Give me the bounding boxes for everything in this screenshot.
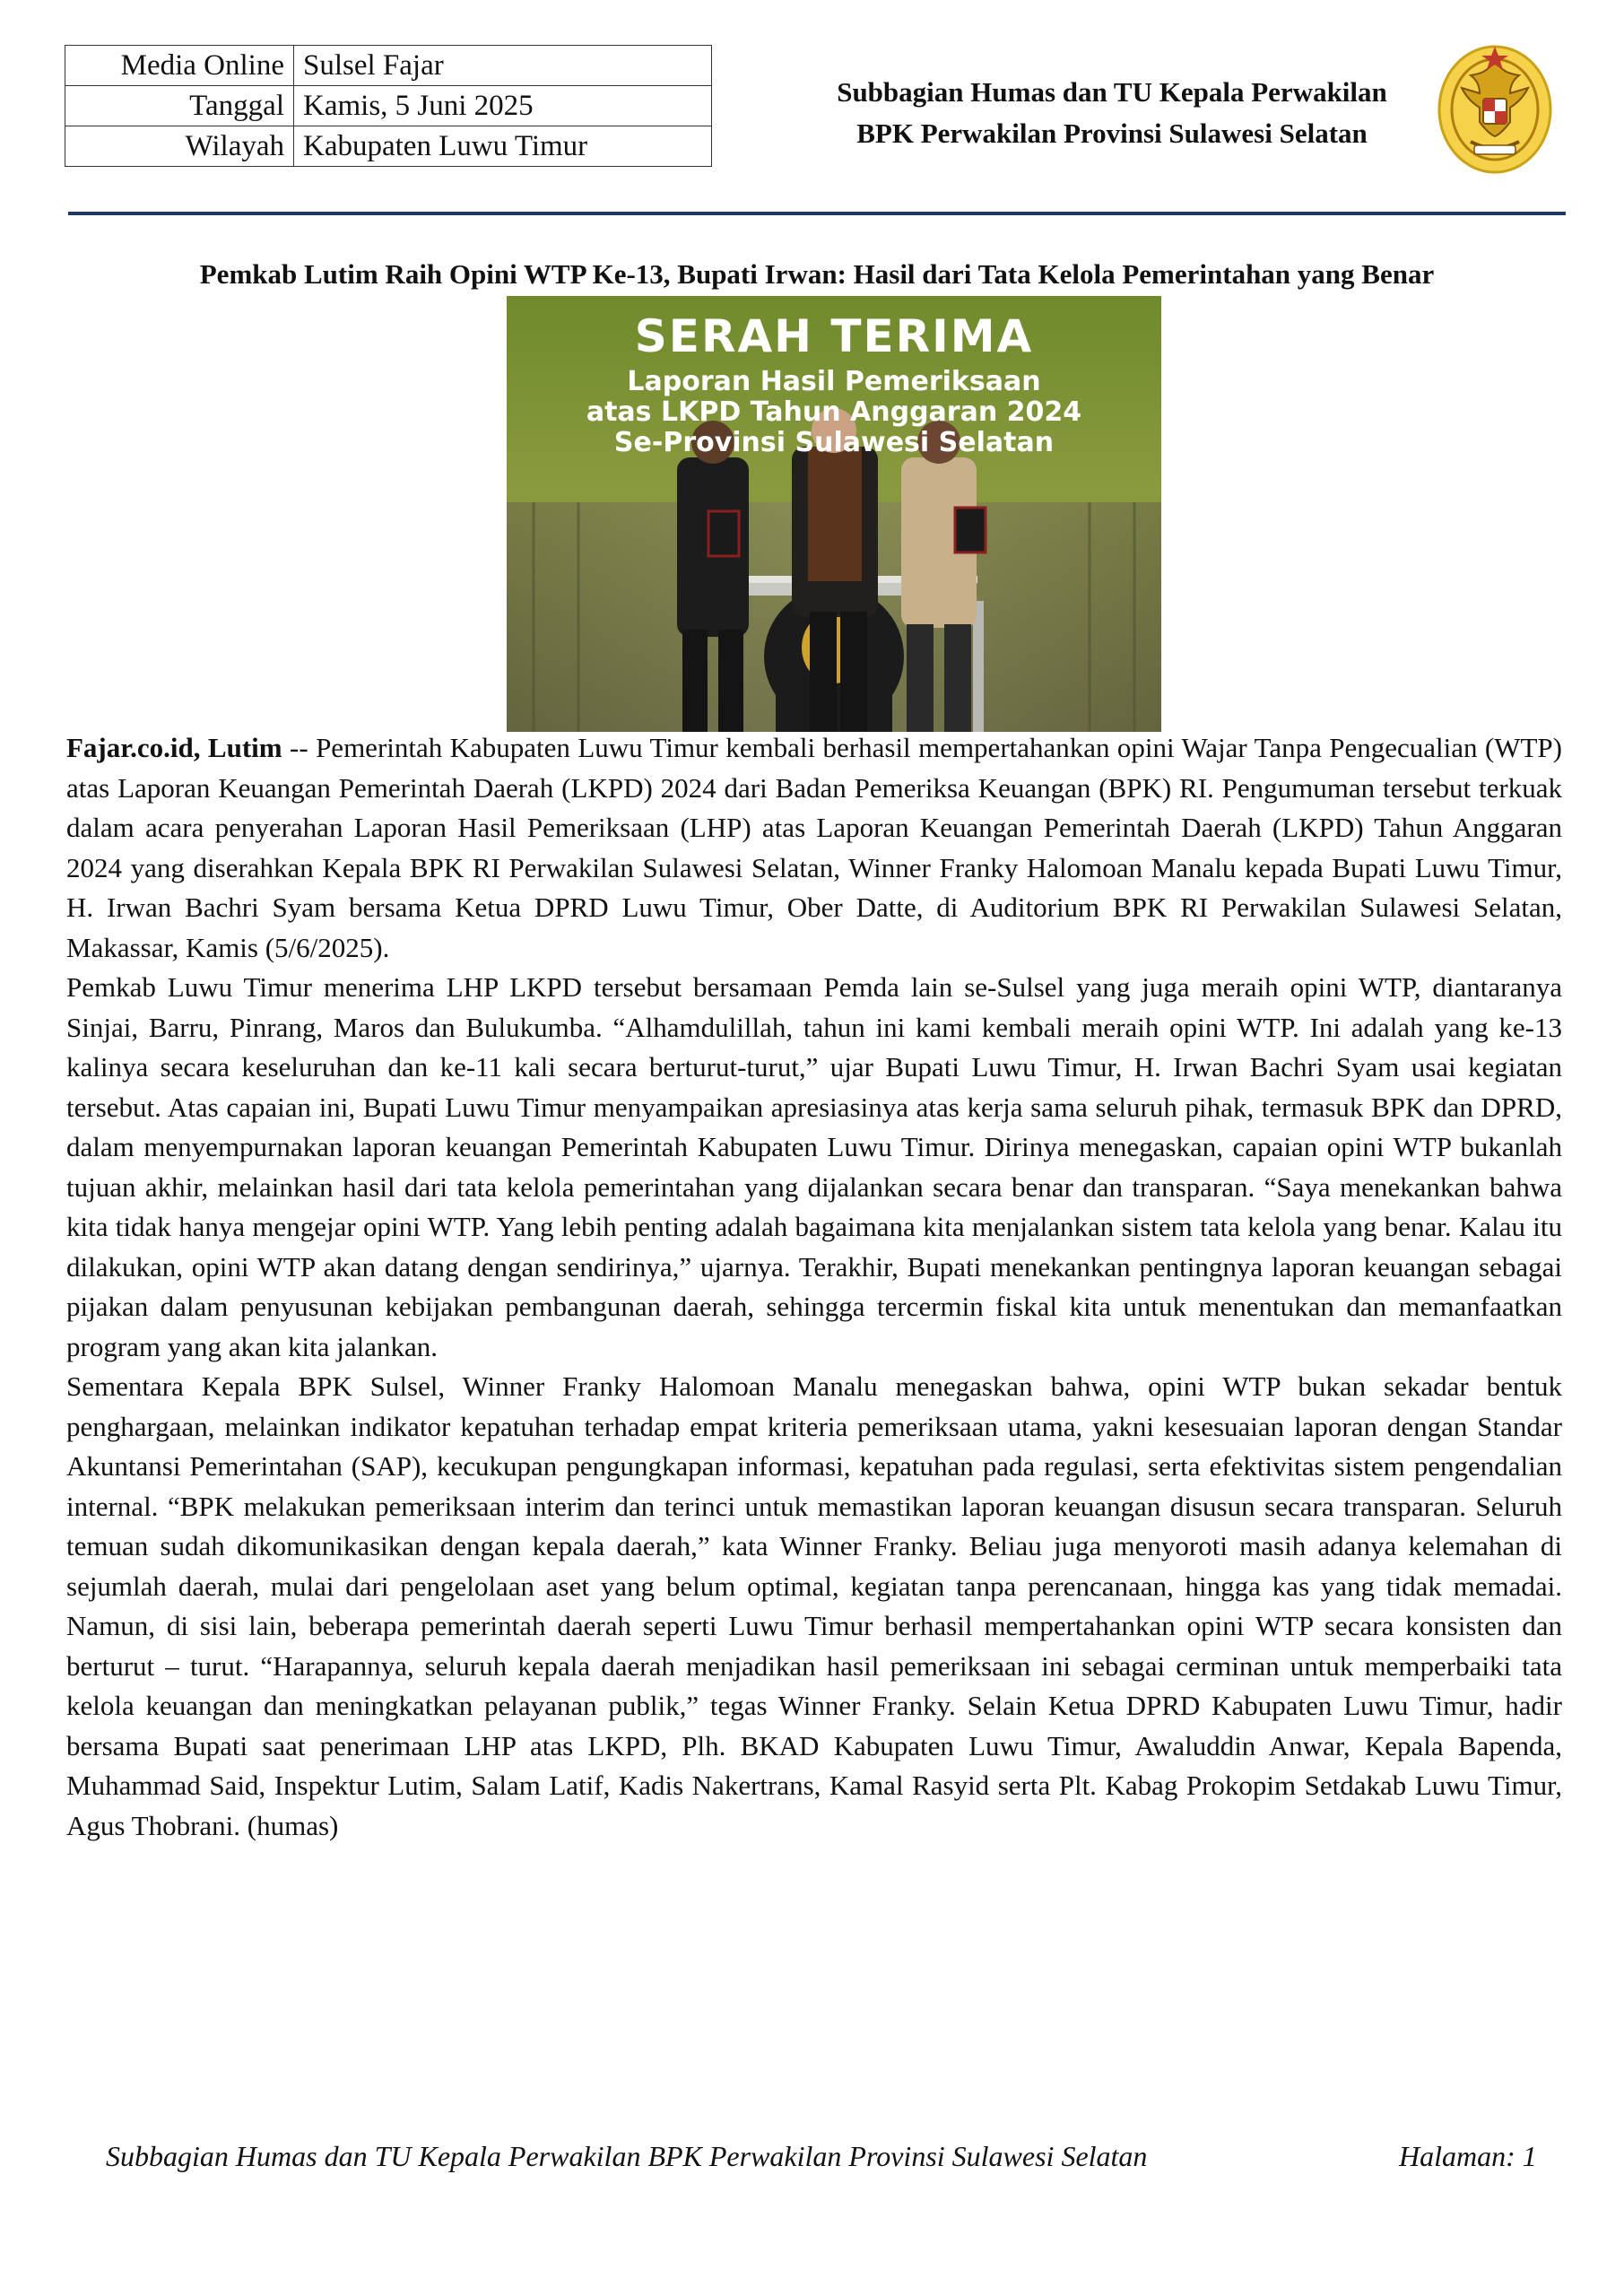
office-header-line1: Subbagian Humas dan TU Kepala Perwakilan xyxy=(837,76,1387,108)
media-value: Sulsel Fajar xyxy=(294,46,712,86)
article-paragraph: Sementara Kepala BPK Sulsel, Winner Franky Halomoan Manalu menegaskan bahwa, opini WTP bukan sekadar bentuk penghargaan, melainkan indikator kepatuhan terhadap empat kriteria pemeriksaan utama, yakni kesesuaian laporan dengan Standar Akuntansi Pemerintahan (SAP), kecukupan pengungkapan informasi, kepatuhan pada regulasi, serta efektivitas sistem pengendalian internal. “BPK melakukan pemeriksaan interim dan terinci untuk memastikan laporan keuangan disusun secara transparan. Seluruh temuan sudah dikomunikasikan dengan kepala daerah,” kata Winner Franky. Beliau juga menyoroti masih adanya kelemahan di sejumlah daerah, mulai dari pengelolaan aset yang belum optimal, kegiatan tanpa perencanaan, hingga kas yang tidak memadai. Namun, di sisi lain, beberapa pemerintah daerah seperti Luwu Timur berhasil mempertahankan opini WTP secara konsisten dan berturut – turut. “Harapannya, seluruh kepala daerah menjadikan hasil pemeriksaan ini sebagai cerminan untuk memperbaiki tata kelola keuangan dan meningkatkan pelayanan publik,” tegas Winner Franky. Selain Ketua DPRD Kabupaten Luwu Timur, hadir bersama Bupati saat penerimaan LHP atas LKPD, Plh. BKAD Kabupaten Luwu Timur, Awaluddin Anwar, Kepala Bapenda, Muhammad Said, Inspektur Lutim, Salam Latif, Kadis Nakertrans, Kamal Rasyid serta Plt. Kabag Prokopim Setdakab Luwu Timur, Agus Thobrani. (humas) xyxy=(66,1370,1562,1841)
article-headline: Pemkab Lutim Raih Opini WTP Ke-13, Bupati Irwan: Hasil dari Tata Kelola Pemerintahan yang Benar xyxy=(199,258,1435,290)
media-info-table xyxy=(65,45,712,167)
article-dateline: Fajar.co.id, Lutim xyxy=(66,732,282,763)
article-paragraph-text: -- Pemerintah Kabupaten Luwu Timur kembali berhasil mempertahankan opini Wajar Tanpa Pengecualian (WTP) atas Laporan Keuangan Pemerintah Daerah (LKPD) 2024 dari Badan Pemeriksa Keuangan (BPK) RI. Pengumuman tersebut terkuak dalam acara penyerahan Laporan Hasil Pemeriksaan (LHP) atas Laporan Keuangan Pemerintah Daerah (LKPD) Tahun Anggaran 2024 yang diserahkan Kepala BPK RI Perwakilan Sulawesi Selatan, Winner Franky Halomoan Manalu kepada Bupati Luwu Timur, H. Irwan Bachri Syam bersama Ketua DPRD Luwu Timur, Ober Datte, di Auditorium BPK RI Perwakilan Sulawesi Selatan, Makassar, Kamis (5/6/2025). xyxy=(66,732,1563,963)
article-paragraph: Pemkab Luwu Timur menerima LHP LKPD tersebut bersamaan Pemda lain se-Sulsel yang juga meraih opini WTP, diantaranya Sinjai, Barru, Pinrang, Maros dan Bulukumba. “Alhamdulillah, tahun ini kami kembali meraih opini WTP. Ini adalah yang ke-13 kalinya secara keseluruhan dan ke-11 kali secara berturut-turut,” ujar Bupati Luwu Timur, H. Irwan Bachri Syam usai kegiatan tersebut. Atas capaian ini, Bupati Luwu Timur menyampaikan apresiasinya atas kerja sama seluruh pihak, termasuk BPK dan DPRD, dalam menyempurnakan laporan keuangan Pemerintah Kabupaten Luwu Timur. Dirinya menegaskan, capaian opini WTP bukanlah tujuan akhir, melainkan hasil dari tata kelola pemerintahan yang dijalankan secara benar dan transparan. “Saya menekankan bahwa kita tidak hanya mengejar opini WTP. Yang lebih penting adalah bagaimana kita menjalankan sistem tata kelola yang benar. Kalau itu dilakukan, opini WTP akan datang dengan sendirinya,” ujarnya. Terakhir, Bupati menekankan pentingnya laporan keuangan sebagai pijakan dalam penyusunan kebijakan pembangunan daerah, sehingga tercermin fiskal kita untuk menentukan dan memanfaatkan program yang akan kita jalankan. xyxy=(66,971,1562,1362)
date-value: Kamis, 5 Juni 2025 xyxy=(294,86,712,126)
media-info-row xyxy=(65,126,712,167)
footer-office: Subbagian Humas dan TU Kepala Perwakilan BPK Perwakilan Provinsi Sulawesi Selatan xyxy=(106,2140,1148,2172)
media-info-row xyxy=(65,86,712,126)
region-label: Wilayah xyxy=(65,126,294,167)
article-photo xyxy=(507,296,1161,732)
date-label: Tanggal xyxy=(65,86,294,126)
media-info-row xyxy=(65,46,712,86)
photo-banner-title: SERAH TERIMA xyxy=(634,310,1034,362)
article-paragraph xyxy=(66,728,1562,968)
office-header-line2: BPK Perwakilan Provinsi Sulawesi Selatan xyxy=(856,117,1368,149)
header-divider xyxy=(68,212,1566,215)
garuda-emblem-icon xyxy=(1435,36,1556,179)
office-header xyxy=(789,72,1435,154)
article-body xyxy=(66,728,1562,1846)
region-value: Kabupaten Luwu Timur xyxy=(294,126,712,167)
photo-banner-line: atas LKPD Tahun Anggaran 2024 xyxy=(586,396,1082,428)
footer-page-number: Halaman: 1 xyxy=(1399,2140,1537,2172)
photo-banner-line: Laporan Hasil Pemeriksaan xyxy=(627,366,1041,397)
photo-banner-line: Se-Provinsi Sulawesi Selatan xyxy=(613,427,1055,458)
media-label: Media Online xyxy=(65,46,294,86)
